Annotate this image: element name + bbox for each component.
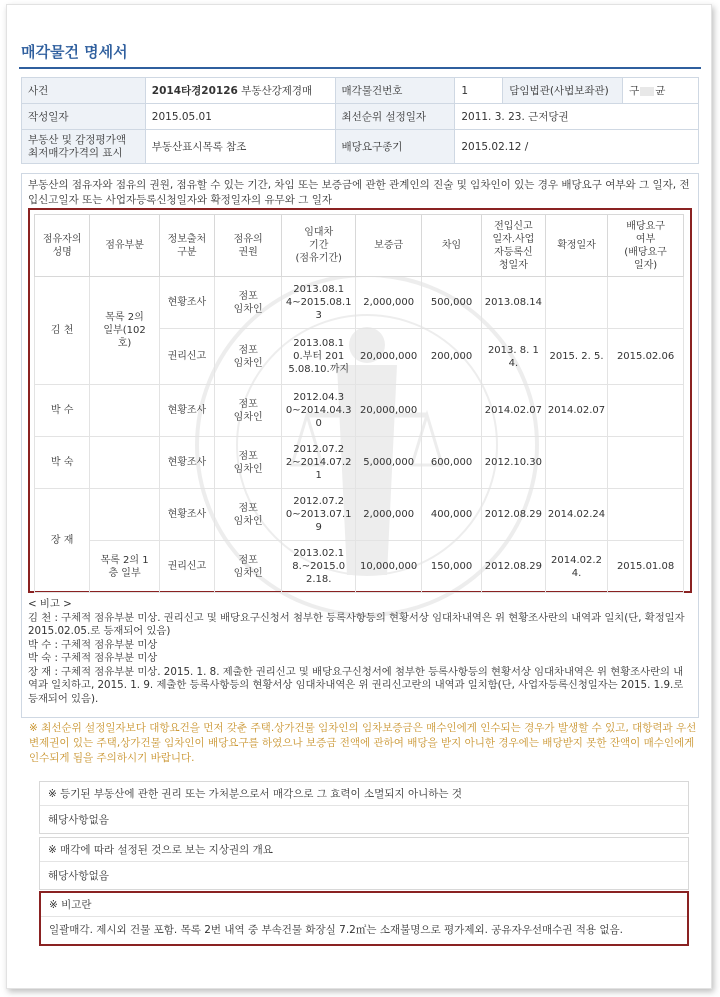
col-period: 임대차 기간 (점유기간) <box>282 215 356 277</box>
table-row <box>35 541 684 593</box>
superficies-box <box>39 837 689 890</box>
col-source: 정보출처 구분 <box>159 215 214 277</box>
item-no-label: 매각물건번호 <box>335 78 455 104</box>
senior-lien-value: 2011. 3. 23. 근저당권 <box>455 104 699 130</box>
cell-right: 점포 임차인 <box>215 277 282 329</box>
cell-rent <box>422 385 482 437</box>
remarks-title: < 비고 > <box>28 598 72 610</box>
occupant-name: 김 천 <box>35 277 90 385</box>
cell-rent: 200,000 <box>422 329 482 385</box>
cell-moved-in: 2013. 8. 1 4. <box>481 329 545 385</box>
date-value: 2015.05.01 <box>145 104 335 130</box>
caution-notice: ※ 최선순위 설정일자보다 대항요건을 먼저 갖춘 주택.상가건물 임차인의 임차보증금은 매수인에게 인수되는 경우가 발생할 수 있고, 대항력과 우선 변제권이 있는 주택,상가건물 임차인이 배당요구를 하였으나 보증금 전액에 관하여 배당을 받지 아니한 경우에는 배당받지 못한 잔액이 매수인에게 인수되게 됨을 주의하시기 바랍니다. <box>29 722 697 764</box>
property-label <box>22 130 146 164</box>
property-value: 부동산표시목록 참조 <box>145 130 335 164</box>
remarks-line: 김 천 : 구체적 점유부분 미상. 권리신고 및 배당요구신청서 첨부한 등록사항등의 현황서상 임대차내역은 위 현황조사란의 내역과 일치(단, 확정일자 2015.02.05.로 등재되어 있음) <box>28 611 685 637</box>
table-row <box>35 489 684 541</box>
item-no: 1 <box>455 78 503 104</box>
occupancy-section <box>21 173 699 718</box>
col-name: 점유자의 성명 <box>35 215 90 277</box>
superficies-body: 해당사항없음 <box>48 870 109 882</box>
cell-dividend <box>608 277 684 329</box>
date-label: 작성일자 <box>22 104 146 130</box>
cell-period: 2013.02.1 8.~2015.0 2.18. <box>282 541 356 593</box>
occupant-name: 박 숙 <box>35 437 90 489</box>
cell-source: 현황조사 <box>159 437 214 489</box>
col-rent: 차임 <box>422 215 482 277</box>
case-number: 2014타경20126 <box>151 85 238 97</box>
judge-name-end: 균 <box>655 85 666 97</box>
table-row <box>35 385 684 437</box>
occupancy-table <box>34 214 684 593</box>
occupied-part: 목록 2의 일부(102 호) <box>90 277 159 385</box>
cell-fixed-date: 2014.02.2 4. <box>545 541 607 593</box>
occupant-name: 박 수 <box>35 385 90 437</box>
cell-moved-in: 2012.08.29 <box>481 541 545 593</box>
cell-rent: 500,000 <box>422 277 482 329</box>
cell-deposit: 20,000,000 <box>356 329 422 385</box>
cell-source: 현황조사 <box>159 277 214 329</box>
col-fixed-date: 확정일자 <box>545 215 607 277</box>
case-info-table <box>21 77 699 164</box>
cell-dividend: 2015.01.08 <box>608 541 684 593</box>
registered-rights-body: 해당사항없음 <box>48 814 109 826</box>
title-divider <box>19 67 701 69</box>
property-label-line2: 최저매각가격의 표시 <box>28 146 123 159</box>
superficies-header: ※ 매각에 따라 설정된 것으로 보는 지상권의 개요 <box>40 838 688 862</box>
case-label: 사건 <box>22 78 146 104</box>
cell-fixed-date: 2014.02.07 <box>545 385 607 437</box>
cell-deposit: 2,000,000 <box>356 489 422 541</box>
deadline-label: 배당요구종기 <box>335 130 455 164</box>
cell-dividend <box>608 437 684 489</box>
cell-right: 점포 임차인 <box>215 541 282 593</box>
remarks-line: 박 수 : 구체적 점유부분 미상 <box>28 638 158 651</box>
case-number-cell <box>145 78 335 104</box>
col-part: 점유부분 <box>90 215 159 277</box>
occupancy-notice: 부동산의 점유자와 점유의 권원, 점유할 수 있는 기간, 차임 또는 보증금에 관한 관계인의 진술 및 임차인이 있는 경우 배당요구 여부와 그 일자, 전입신고일자 또는 사업자등록신청일자와 확정일자의 유무와 그 일자 <box>28 179 690 206</box>
document-page <box>6 4 712 989</box>
cell-dividend <box>608 385 684 437</box>
cell-deposit: 2,000,000 <box>356 277 422 329</box>
remarks-column-box <box>39 891 689 946</box>
occupancy-header-row <box>35 215 684 277</box>
table-row <box>35 277 684 329</box>
remarks-column-body: 일괄매각. 제시외 건물 포함. 목록 2번 내역 중 부속건물 화장실 7.2㎡는 소재불명으로 평가제외. 공유자우선매수권 적용 없음. <box>49 924 624 936</box>
cell-deposit: 10,000,000 <box>356 541 422 593</box>
cell-right: 점포 임차인 <box>215 437 282 489</box>
judge-name-start: 구 <box>629 85 640 97</box>
cell-period: 2013.08.1 4~2015.08.1 3 <box>282 277 356 329</box>
senior-lien-label: 최선순위 설정일자 <box>335 104 455 130</box>
cell-source: 현황조사 <box>159 489 214 541</box>
cell-rent: 400,000 <box>422 489 482 541</box>
col-deposit: 보증금 <box>356 215 422 277</box>
cell-fixed-date <box>545 437 607 489</box>
judge-label: 담임법관(사법보좌관) <box>503 78 623 104</box>
page-title: 매각물건 명세서 <box>21 43 128 61</box>
registered-rights-box <box>39 781 689 834</box>
cell-period: 2012.04.3 0~2014.04.3 0 <box>282 385 356 437</box>
cell-moved-in: 2012.08.29 <box>481 489 545 541</box>
judge-name <box>623 78 699 104</box>
col-dividend: 배당요구 여부 (배당요구 일자) <box>608 215 684 277</box>
cell-fixed-date: 2015. 2. 5. <box>545 329 607 385</box>
cell-moved-in: 2014.02.07 <box>481 385 545 437</box>
remarks-line: 장 재 : 구체적 점유부분 미상. 2015. 1. 8. 제출한 권리신고 및 배당요구신청서에 첨부한 등록사항등의 현황서상 임대차내역은 위 현황조사란의 내역과 일치하고, 2015. 1. 9. 제출한 등록사항등의 현황서상 임대차내역은 위 권리신고란의 내역과 일치함(단, 사업자등록신청일자는 2015. 1.9.로 등재되어 있음). <box>28 665 684 705</box>
col-moved-in: 전입신고 일자.사업 자등록신 청일자 <box>481 215 545 277</box>
cell-source: 권리신고 <box>159 329 214 385</box>
table-row <box>35 437 684 489</box>
remarks-column-header: ※ 비고란 <box>41 893 687 917</box>
occupancy-table-frame <box>28 208 692 593</box>
cell-moved-in: 2012.10.30 <box>481 437 545 489</box>
cell-right: 점포 임차인 <box>215 329 282 385</box>
occupant-name: 장 재 <box>35 489 90 593</box>
occupied-part-empty <box>90 489 159 541</box>
registered-rights-header: ※ 등기된 부동산에 관한 권리 또는 가처분으로서 매각으로 그 효력이 소멸되지 아니하는 것 <box>40 782 688 806</box>
cell-period: 2013.08.1 0.부터 201 5.08.10.까지 <box>282 329 356 385</box>
cell-right: 점포 임차인 <box>215 489 282 541</box>
cell-rent: 600,000 <box>422 437 482 489</box>
cell-deposit: 5,000,000 <box>356 437 422 489</box>
cell-period: 2012.07.2 2~2014.07.2 1 <box>282 437 356 489</box>
cell-deposit: 20,000,000 <box>356 385 422 437</box>
cell-source: 현황조사 <box>159 385 214 437</box>
cell-right: 점포 임차인 <box>215 385 282 437</box>
remarks-block <box>28 598 692 706</box>
cell-rent: 150,000 <box>422 541 482 593</box>
remarks-line: 박 숙 : 구체적 점유부분 미상 <box>28 652 158 664</box>
col-right: 점유의 권원 <box>215 215 282 277</box>
cell-dividend: 2015.02.06 <box>608 329 684 385</box>
cell-dividend <box>608 489 684 541</box>
cell-moved-in: 2013.08.14 <box>481 277 545 329</box>
redacted-mark <box>640 87 654 96</box>
cell-period: 2012.07.2 0~2013.07.1 9 <box>282 489 356 541</box>
occupied-part-empty <box>90 437 159 489</box>
occupied-part-empty <box>90 385 159 437</box>
case-type: 부동산강제경매 <box>241 85 313 97</box>
cell-fixed-date <box>545 277 607 329</box>
occupied-part: 목록 2의 1 층 일부 <box>90 541 159 593</box>
cell-fixed-date: 2014.02.24 <box>545 489 607 541</box>
deadline-value: 2015.02.12 / <box>455 130 699 164</box>
cell-source: 권리신고 <box>159 541 214 593</box>
property-label-line1: 부동산 및 감정평가액 <box>28 133 126 146</box>
